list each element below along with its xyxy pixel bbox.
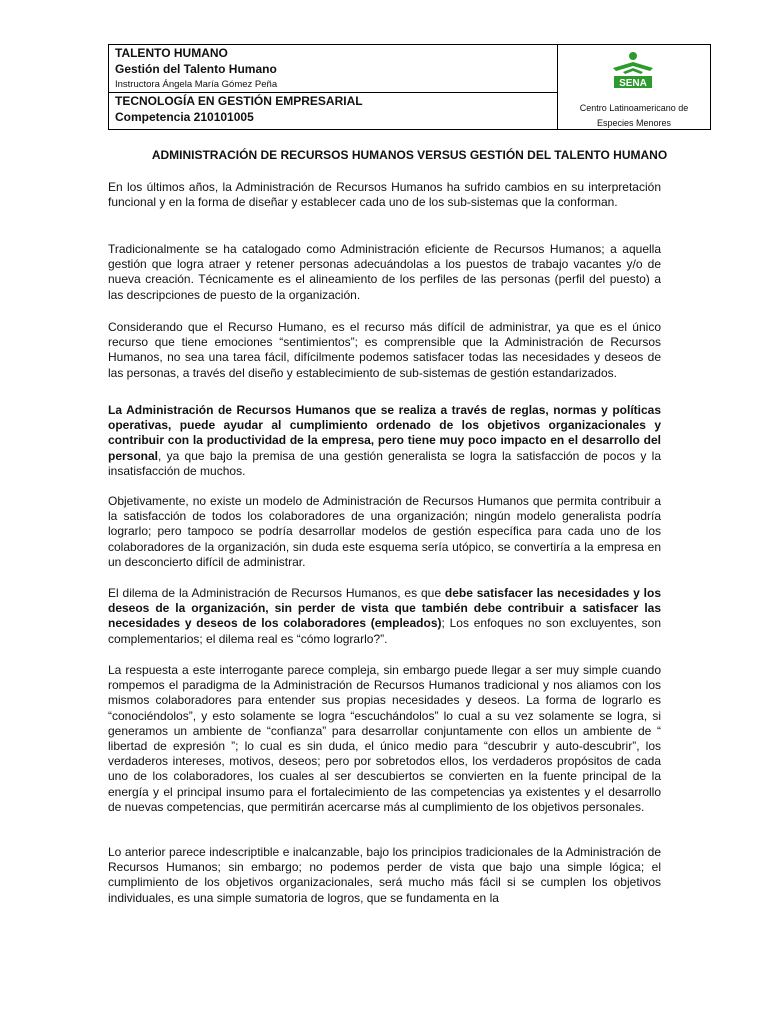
sena-logo-icon: [610, 51, 656, 91]
paragraph-6-bold: debe satisfacer las necesidades y los deseos de la organización, sin perder de vista que también debe contribuir a satisfacer las necesidades y deseos de los colaboradores (empleados): [108, 586, 662, 631]
course-subtitle: Gestión del Talento Humano: [115, 62, 277, 76]
program-name: TECNOLOGÍA EN GESTIÓN EMPRESARIAL: [115, 94, 363, 108]
document-title: ADMINISTRACIÓN DE RECURSOS HUMANOS VERSUS GESTIÓN DEL TALENTO HUMANO: [151, 148, 668, 162]
paragraph-6-rest: ; Los enfoques no son excluyentes, son complementarios; el dilema real es “cómo lograrlo?”.: [108, 616, 662, 646]
course-title: TALENTO HUMANO: [115, 46, 228, 60]
center-name-line2: Especies Menores: [596, 118, 672, 128]
paragraph-4-rest: , ya que bajo la premisa de una gestión generalista se logra la satisfacción de pocos y la insatisfacción de muchos.: [108, 448, 661, 478]
paragraph-8: Lo anterior parece indescriptible e inalcanzable, bajo los principios tradicionales de la Administración de Recursos Humanos; sin embargo; no podemos perder de vista que bajo una simple lógica; el cumplimiento de los objetivos organizacionales, será mucho más fácil si se cumplen los objetivos individuales, es una simple sumatoria de logros, que se fundamenta en la: [108, 845, 661, 905]
header-right-cell: [558, 45, 710, 129]
paragraph-7: La respuesta a este interrogante parece compleja, sin embargo puede llegar a ser muy simple cuando rompemos el paradigma de la Administración de Recursos Humanos tradicional y nos aliamos con los mismos colaboradores para entender sus propias necesidades y deseos. La forma de lograrlo es “conociéndolos”, y esto solamente se logra “escuchándolos” lo cual a su vez solamente se logra, si generamos un ambiente de “confianza” para desarrollar conjuntamente con ellos un ambiente de “ libertad de expresión ”; lo cual es sin duda, el único medio para “descubrir y auto-descubrir”, los verdaderos intereses, motivos, deseos; pero por sobretodos ellos, los verdaderos propósitos de cada uno de los colaboradores, los cuales al ser descubiertos se convierten en la fuente principal de la energía y el principal insumo para el fortalecimiento de las competencias ya existentes y el desarrollo de nuevas competencias, que permitirán acercarse más al cumplimiento de los objetivos personales.: [108, 663, 661, 814]
paragraph-1: En los últimos años, la Administración de Recursos Humanos ha sufrido cambios en su interpretación funcional y en la forma de diseñar y establecer cada uno de los sub-sistemas que la conforman.: [108, 180, 661, 210]
paragraph-6: [108, 586, 661, 647]
paragraph-6-start: El dilema de la Administración de Recursos Humanos, es que: [108, 586, 445, 600]
header-top-cell: [109, 45, 557, 93]
competency-code: Competencia 210101005: [115, 110, 254, 124]
header-left-cell: [109, 45, 558, 129]
document-header: [108, 44, 711, 130]
paragraph-3: Considerando que el Recurso Humano, es el recurso más difícil de administrar, ya que es el único recurso que tiene emociones “sentimientos”; es comprensible que la Administración de Recursos Humanos, no sea una tarea fácil, difícilmente podemos satisfacer todas las necesidades y deseos de las personas, a través del diseño y establecimiento de sub-sistemas de gestión estandarizados.: [108, 320, 661, 380]
paragraph-4: [108, 403, 661, 479]
logo-text: SENA: [619, 78, 647, 89]
paragraph-2: Tradicionalmente se ha catalogado como Administración eficiente de Recursos Humanos; a aquella gestión que logra atraer y retener personas adecuándolas a los puestos de trabajo vacantes y/o de nueva creación. Técnicamente es el alineamiento de los perfiles de las personas (perfil del puesto) a las descripciones de puesto de la organización.: [108, 242, 661, 302]
instructor-name: Instructora Ángela María Gómez Peña: [115, 79, 278, 90]
center-name-line1: Centro Latinoamericano de: [579, 103, 689, 113]
paragraph-4-bold: La Administración de Recursos Humanos que se realiza a través de reglas, normas y políticas operativas, puede ayudar al cumplimiento ordenado de los objetivos organizacionales y contribuir con la productividad de la empresa, pero tiene muy poco impacto en el desarrollo del personal: [108, 403, 661, 463]
paragraph-5: Objetivamente, no existe un modelo de Administración de Recursos Humanos que permita contribuir a la satisfacción de todos los colaboradores de una organización; ningún modelo generalista podría lograrlo; pero tampoco se podría desarrollar modelos de gestión específica para cada uno de los colaboradores de la organización, sin duda este esquema sería utópico, se convertiría a la empresa en un desconcierto difícil de administrar.: [108, 494, 661, 569]
